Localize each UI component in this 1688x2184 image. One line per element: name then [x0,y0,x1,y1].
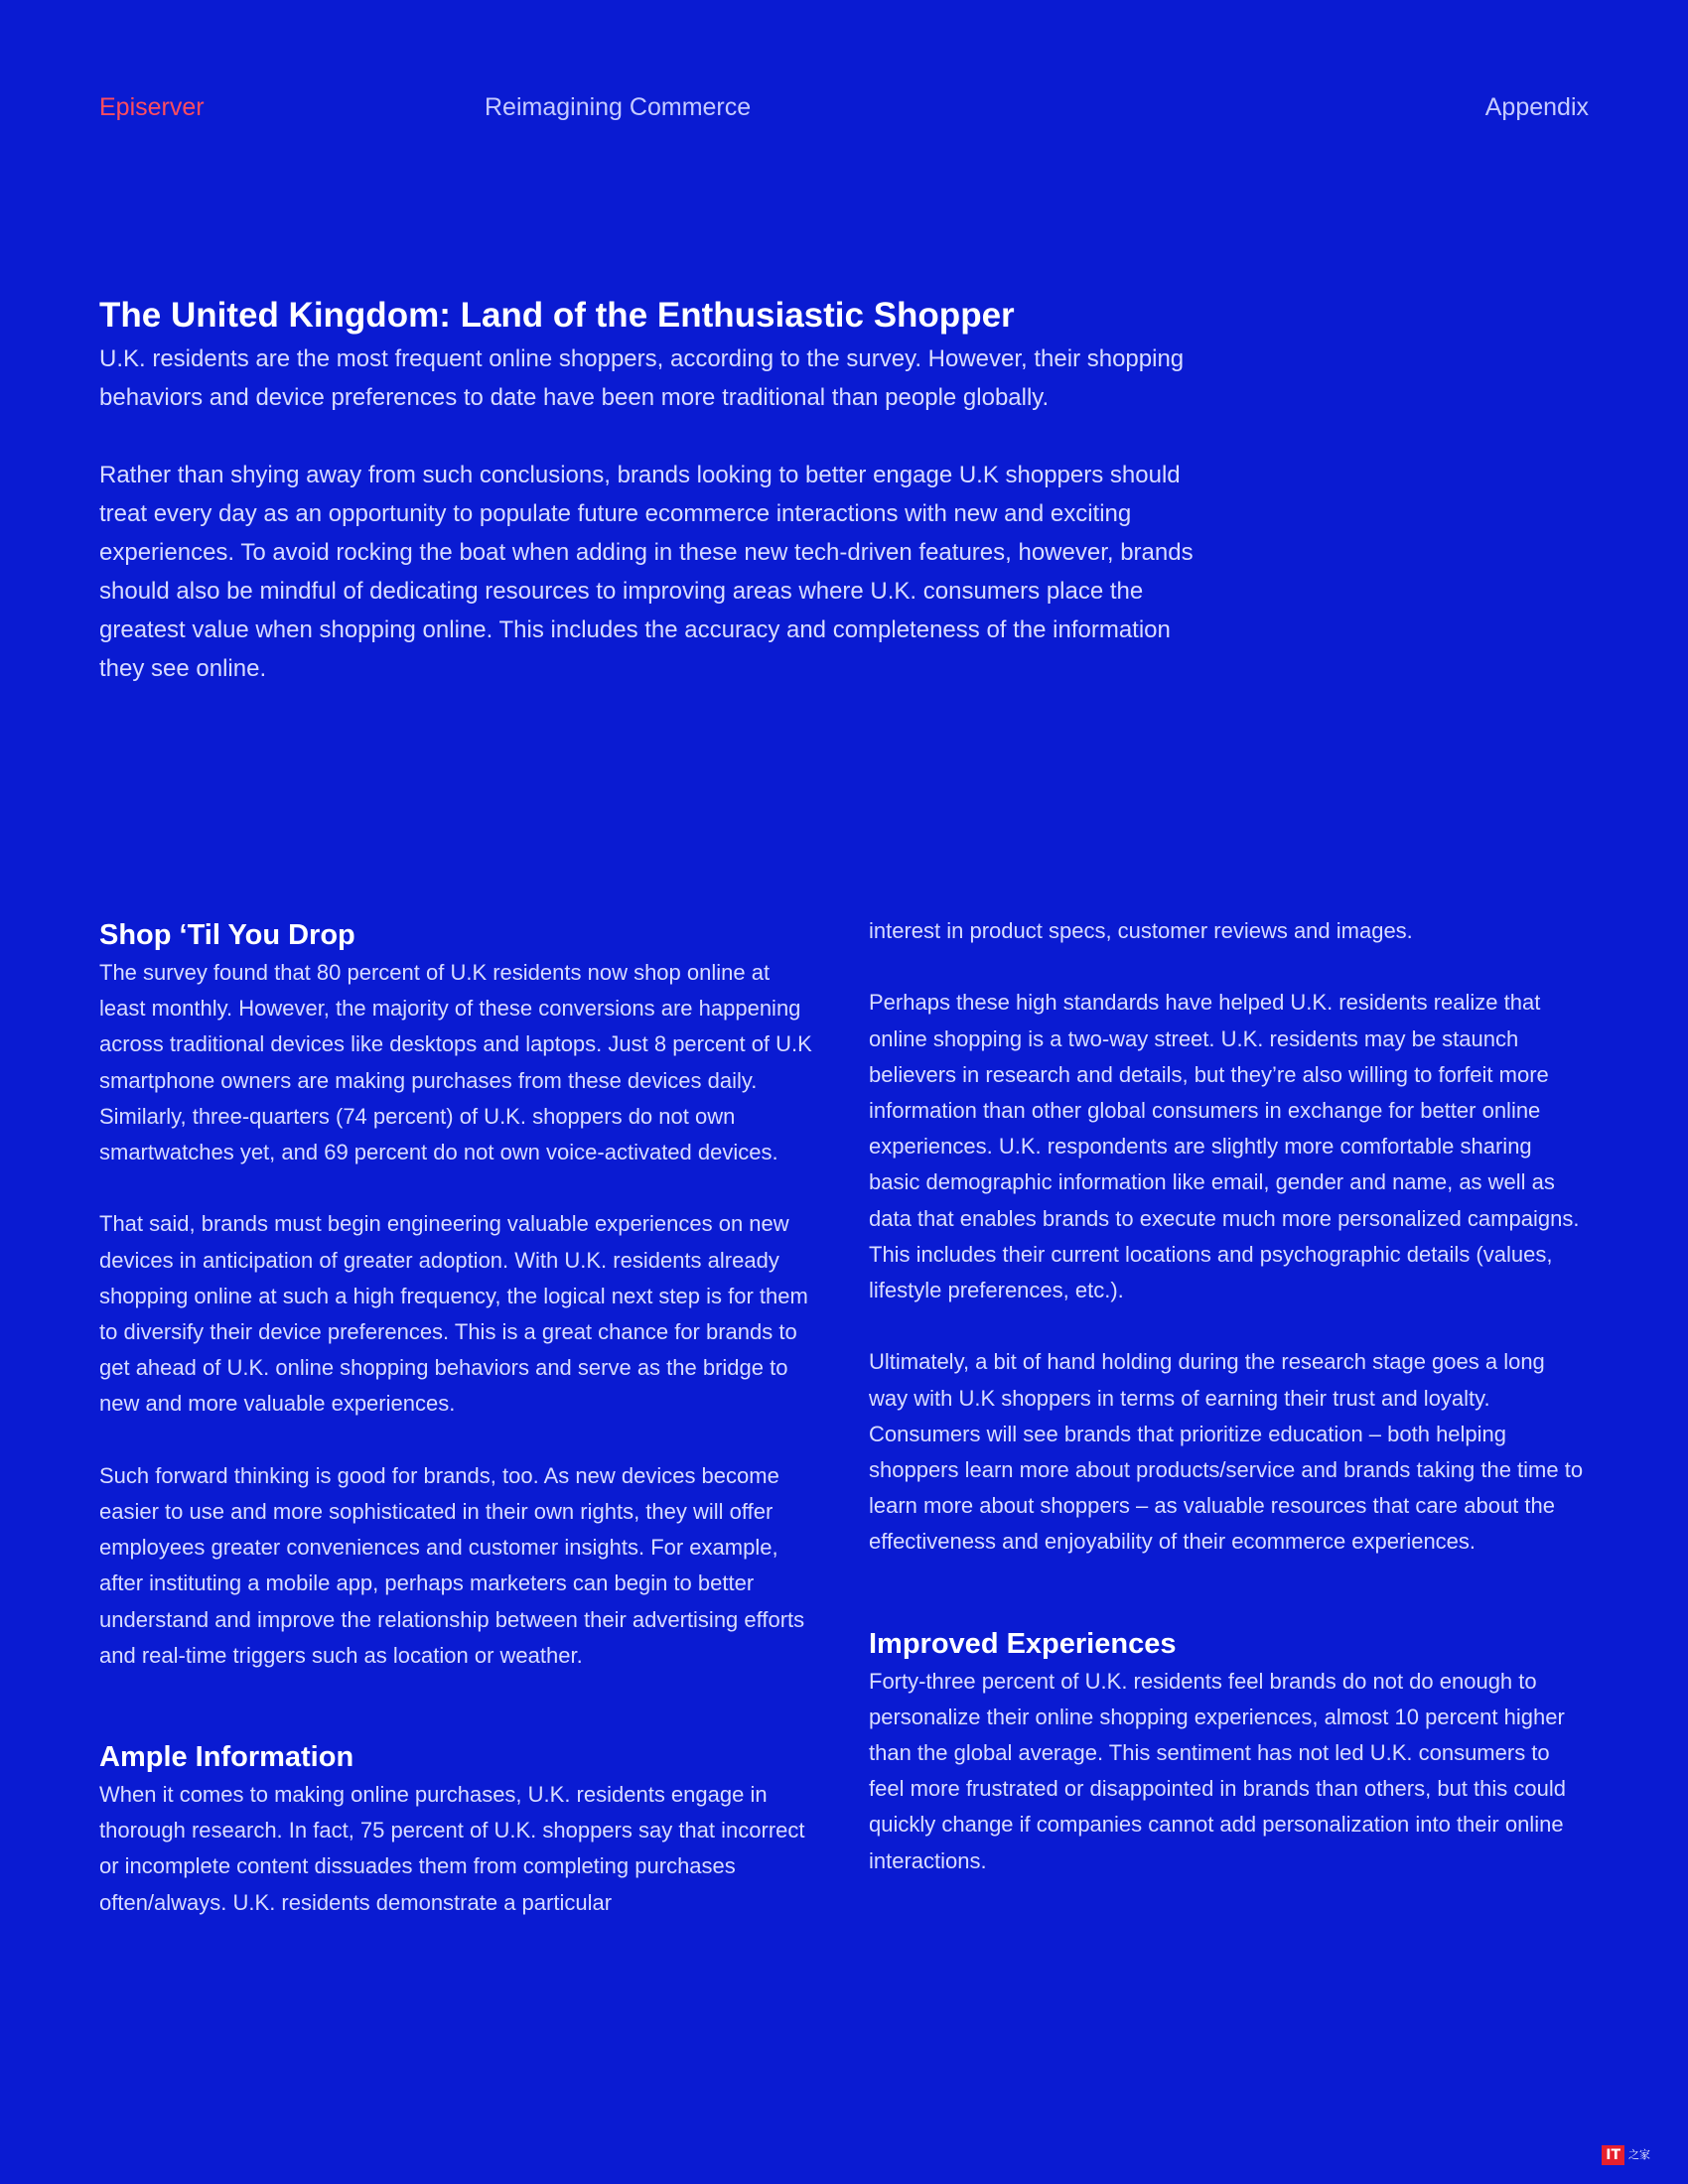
body-paragraph: The survey found that 80 percent of U.K residents now shop online at least monthly. However, the majority of these conversions are happening across traditional devices like desktops and laptops. Just 8 percent of U.K smartphone owners are making purchases from these devices daily. Similarly, three-quarters (74 percent) of U.K. shoppers do not own smartwatches yet, and 69 percent do not own voice-activated devices. [99,960,812,1165]
section-heading-shop: Shop ‘Til You Drop [99,919,355,951]
appendix-link[interactable]: Appendix [1484,93,1589,121]
page-header [99,93,1589,133]
watermark-badge: IT [1602,2145,1624,2165]
left-column [99,917,814,1957]
page-title: The United Kingdom: Land of the Enthusiastic Shopper [99,296,1015,335]
intro-paragraph: U.K. residents are the most frequent online shoppers, according to the survey. However, their shopping behaviors and device preferences to date have been more traditional than people globally. [99,345,1185,411]
intro-text [99,340,1201,727]
section-heading-improved: Improved Experiences [869,1627,1177,1660]
intro-paragraph: Rather than shying away from such conclusions, brands looking to better engage U.K shoppers should treat every day as an opportunity to populate future ecommerce interactions with new and exciting experiences. To avoid rocking the boat when adding in these new tech-driven features, however, brands should also be mindful of dedicating resources to improving areas where U.K. consumers place the greatest value when shopping online. This includes the accuracy and completeness of the information they see online. [99,462,1194,682]
watermark-text: 之家 [1628,2148,1650,2161]
right-column [869,913,1584,1915]
body-paragraph: When it comes to making online purchases, U.K. residents engage in thorough research. In fact, 75 percent of U.K. shoppers say that incorrect or incomplete content dissuades them from completing purchases often/always. U.K. residents demonstrate a particular [99,1782,805,1915]
body-paragraph: That said, brands must begin engineering valuable experiences on new devices in anticipation of greater adoption. With U.K. residents already shopping online at such a high frequency, the logical next step is for them to diversify their device preferences. This is a great chance for brands to get ahead of U.K. online shopping behaviors and serve as the bridge to new and more valuable experiences. [99,1211,808,1417]
body-paragraph: Such forward thinking is good for brands, too. As new devices become easier to use and more sophisticated in their own rights, they will offer employees greater conveniences and customer insights. For example, after instituting a mobile app, perhaps marketers can begin to better understand and improve the relationship between their advertising efforts and real-time triggers such as location or weather. [99,1462,805,1668]
body-paragraph: Ultimately, a bit of hand holding during the research stage goes a long way with U.K shoppers in terms of earning their trust and loyalty. Consumers will see brands that prioritize education – both helping shoppers learn more about products/service and brands taking the time to learn more about shoppers – as valuable resources that care about the effectiveness and enjoyability of their ecommerce experiences. [869,1349,1584,1555]
brand-logo-text[interactable]: Episerver [99,93,205,121]
body-paragraph: Perhaps these high standards have helped U.K. residents realize that online shopping is a two-way street. U.K. residents may be staunch believers in research and details, but they’re also willing to forfeit more information than other global consumers in exchange for better online experiences. U.K. respondents are slightly more comfortable sharing basic demographic information like email, gender and name, as well as data that enables brands to execute much more personalized campaigns. This includes their current locations and psychographic details (values, lifestyle preferences, etc.). [869,990,1580,1303]
body-paragraph: Forty-three percent of U.K. residents feel brands do not do enough to personalize their online shopping experiences, almost 10 percent higher than the global average. This sentiment has not led U.K. consumers to feel more frustrated or disappointed in brands than others, but this could quickly change if companies cannot add personalization into their online interactions. [869,1668,1566,1873]
section-heading-ample: Ample Information [99,1741,354,1774]
report-title: Reimagining Commerce [485,93,752,121]
body-paragraph: interest in product specs, customer reviews and images. [869,918,1413,943]
watermark-logo [1602,2144,1650,2166]
